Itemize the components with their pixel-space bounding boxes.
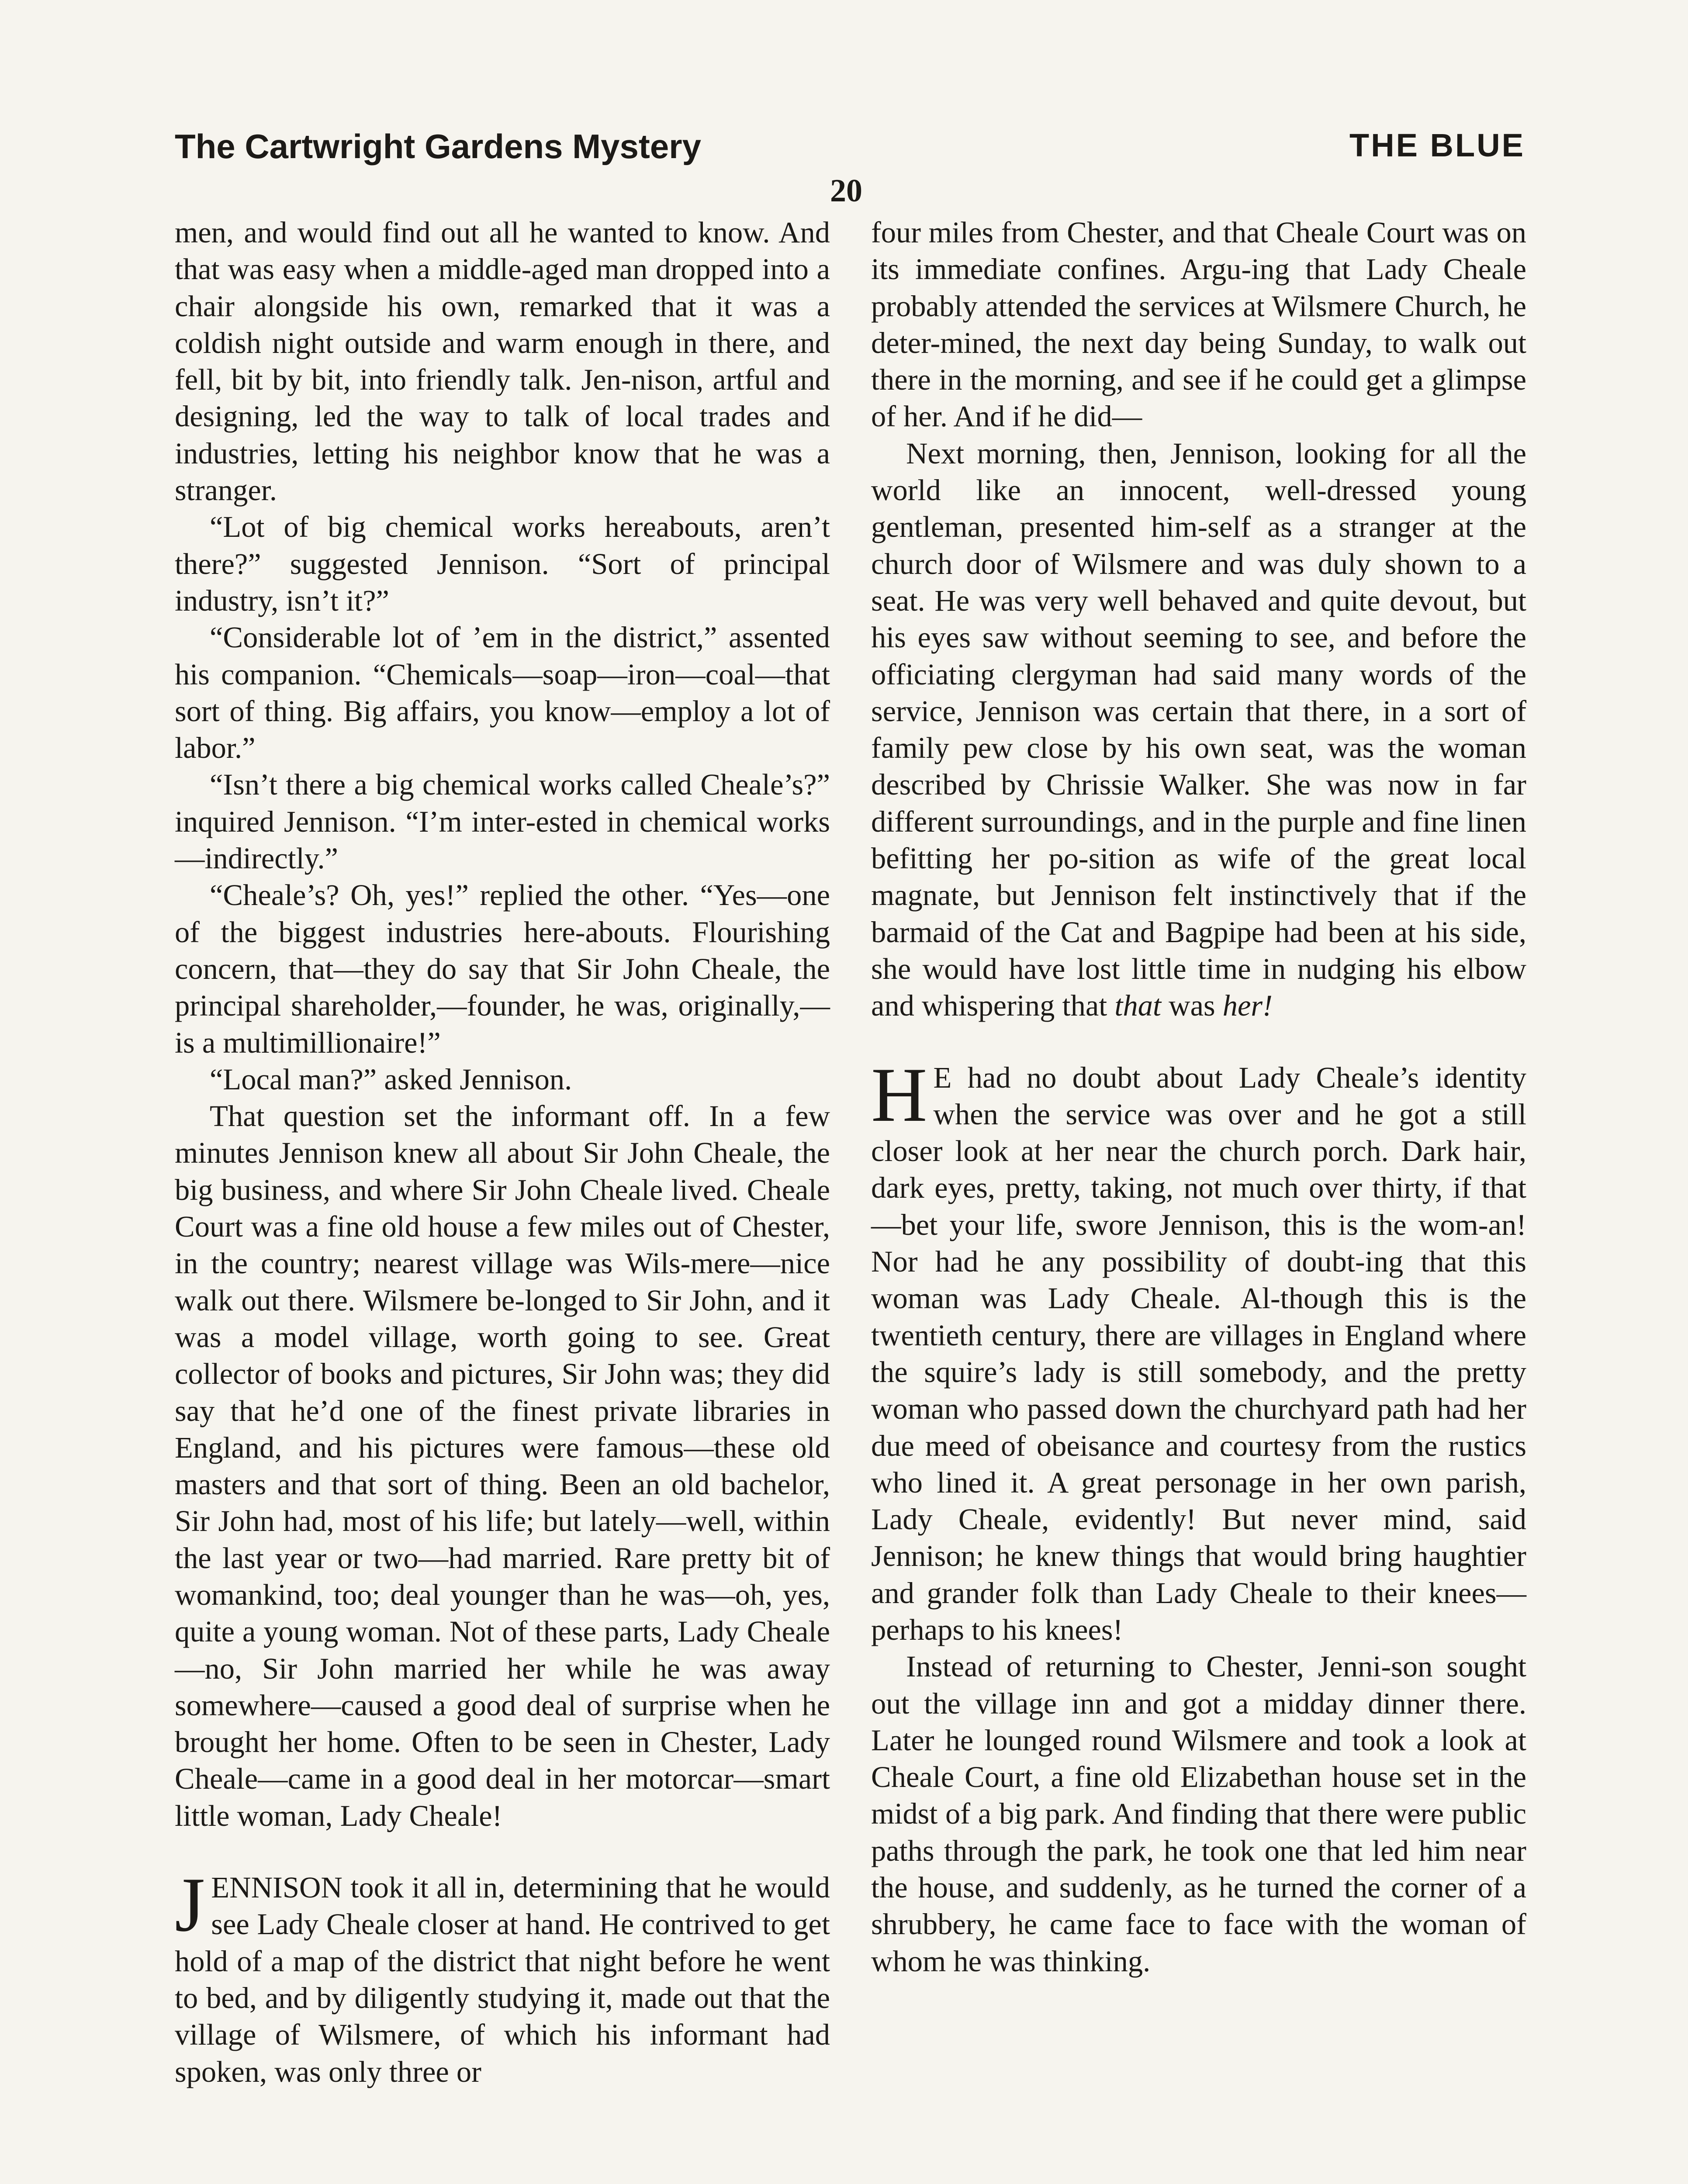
paragraph: That question set the informant off. In a few minutes Jennison knew all about Sir John Cheale, the big business, and where Sir John Cheale lived. Cheale Court was a fine old house a few miles out of Chester, in the country; nearest village was Wils-mere—nice walk out there. Wilsmere be-longed to Sir John, and it was a model village, worth going to see. Great collector of books and pictures, Sir John was; they did say that he’d one of the finest private libraries in England, and his pictures were famous—these old masters and that sort of thing. Been an old bachelor, Sir John had, most of his life; but lately—well, within the last year or two—had married. Rare pretty bit of womankind, too; deal younger than he was—oh, yes, quite a young woman. Not of these parts, Lady Cheale—no, Sir John married her while he was away somewhere—caused a good deal of surprise when he brought her home. Often to be seen in Chester, Lady Cheale—came in a good deal in her motorcar—smart little woman, Lady Cheale! (175, 1099, 830, 1832)
paragraph: “Considerable lot of ’em in the district,” assented his companion. “Chemicals—soap—iron—coal—that sort of thing. Big affairs, you know—employ a lot of labor.” (175, 621, 830, 765)
paragraph: Instead of returning to Chester, Jenni-son sought out the village inn and got a midday dinner there. Later he lounged round Wilsmere and took a look at Cheale Court, a fine old Elizabethan house set in the midst of a big park. And finding that there were public paths through the park, he took one that led him near the house, and suddenly, as he turned the corner of a shrubbery, he came face to face with the woman of whom he was thinking. (871, 1650, 1526, 1978)
emphasis: that (1114, 989, 1161, 1023)
paragraph: “Cheale’s? Oh, yes!” replied the other. “Yes—one of the biggest industries here-abouts. Flourishing concern, that—they do say that Sir John Cheale, the principal shareholder,—founder, he was, originally,—is a multimillionaire!” (175, 878, 830, 1059)
paragraph-text: E had no doubt about Lady Cheale’s identity when the service was over and he got a still closer look at her near the church porch. Dark hair, dark eyes, pretty, taking, not much over thirty, if that—bet your life, swore Jennison, this is the wom-an! Nor had he any possibility of doubt-ing that this woman was Lady Cheale. Al-though this is the twentieth century, there are villages in England where the squire’s lady is still somebody, and the pretty woman who passed down the churchyard path had her due meed of obeisance and courtesy from the rustics who lined it. A great personage in her own parish, Lady Cheale, evidently! But never mind, said Jennison; he knew things that would bring haughtier and grander folk than Lady Cheale to their knees—perhaps to his knees! (871, 1061, 1526, 1646)
right-column (871, 214, 1526, 1980)
story-title: The Cartwright Gardens Mystery (175, 127, 701, 166)
emphasis: her! (1222, 989, 1273, 1023)
paragraph: four miles from Chester, and that Cheale Court was on its immediate confines. Argu-ing that Lady Cheale probably attended the services at Wilsmere Church, he deter-mined, the next day being Sunday, to walk out there in the morning, and see if he could get a glimpse of her. And if he did— (871, 216, 1526, 433)
magazine-name: THE BLUE (1349, 127, 1525, 163)
paragraph: “Isn’t there a big chemical works called Cheale’s?” inquired Jennison. “I’m inter-ested in chemical works—indirectly.” (175, 768, 830, 875)
left-column (175, 214, 830, 2090)
page-number: 20 (830, 173, 862, 209)
paragraph-text: ENNISON took it all in, determining that he would see Lady Cheale closer at hand. He contrived to get hold of a map of the district that night before he went to bed, and by diligently studying it, made out that the village of Wilsmere, of which his informant had spoken, was only three or (175, 1871, 830, 2088)
paragraph: “Lot of big chemical works hereabouts, aren’t there?” suggested Jennison. “Sort of principal industry, isn’t it?” (175, 510, 830, 617)
section-paragraph (175, 1861, 830, 2090)
paragraph-text: was (1161, 989, 1223, 1023)
paragraph: “Local man?” asked Jennison. (210, 1062, 572, 1096)
drop-cap: J (175, 1861, 205, 1948)
paragraph (871, 435, 1526, 1024)
drop-cap: H (871, 1051, 927, 1138)
paragraph: men, and would find out all he wanted to know. And that was easy when a middle-aged man dropped into a chair alongside his own, remarked that it was a coldish night outside and warm enough in there, and fell, bit by bit, into friendly talk. Jen-nison, artful and designing, led the way to talk of local trades and industries, letting his neighbor know that he was a stranger. (175, 216, 830, 507)
section-paragraph (871, 1051, 1526, 1648)
paragraph-text: Next morning, then, Jennison, looking for all the world like an innocent, well-dressed young gentleman, presented him-self as a stranger at the church door of Wilsmere and was duly shown to a seat. He was very well behaved and quite devout, but his eyes saw without seeming to see, and before the officiating clergyman had said many words of the service, Jennison was certain that there, in a sort of family pew close by his own seat, was the woman described by Chrissie Walker. She was now in far different surroundings, and in the purple and fine linen befitting her po-sition as wife of the great local magnate, but Jennison felt instinctively that if the barmaid of the Cat and Bagpipe had been at his side, she would have lost little time in nudging his elbow and whispering that (871, 436, 1526, 1023)
